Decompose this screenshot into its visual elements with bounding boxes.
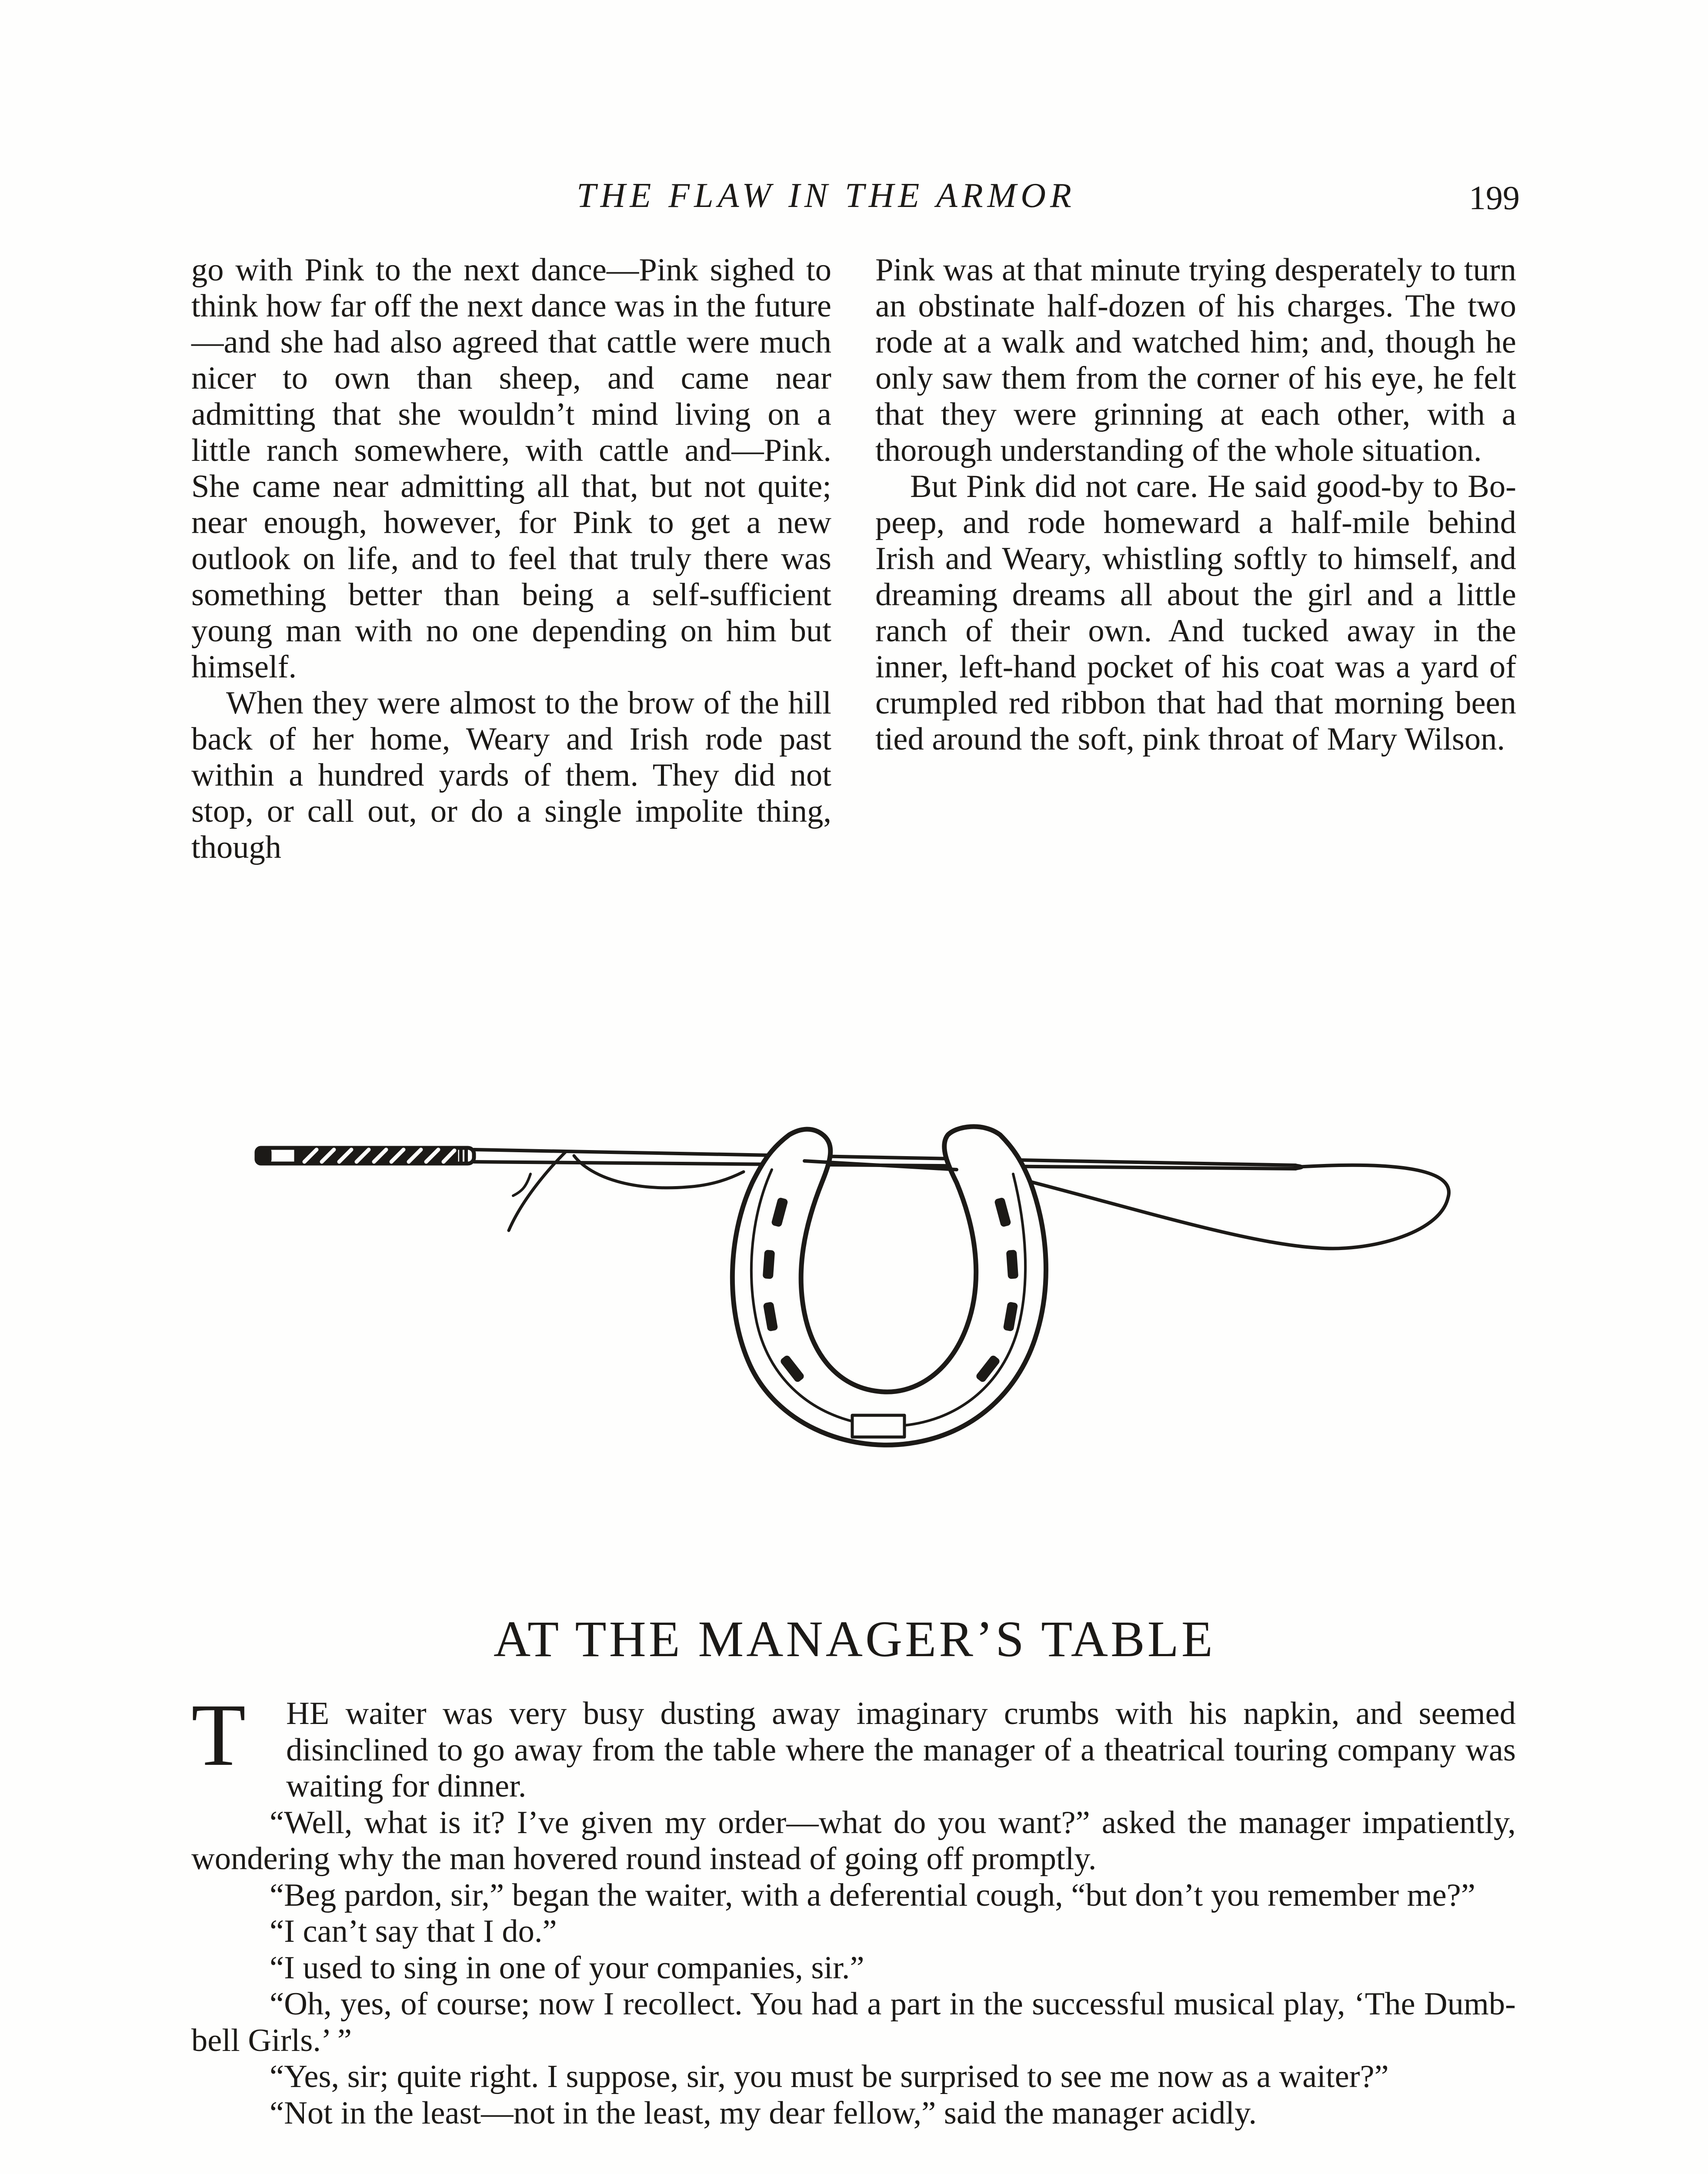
whip-horseshoe-illustration [244, 1104, 1461, 1465]
left-column [191, 252, 831, 866]
running-title: THE FLAW IN THE ARMOR [577, 177, 1076, 215]
story-paragraph-1: “Well, what is it? I’ve given my order—what do you want?” asked the manager impatiently, wondering why the man hovered round instead of going off promptly. [191, 1804, 1516, 1877]
whip-handle [257, 1148, 474, 1164]
story-paragraph-2: “Beg pardon, sir,” began the waiter, with a deferential cough, “but don’t you remember me?” [270, 1877, 1475, 1913]
right-paragraph-1: Pink was at that minute trying desperately to turn an obstinate half-dozen of his charges. The two rode at a walk and watched him; and, though he only saw them from the corner of his eye, he felt that they were grinning at each other, with a thorough understanding of the whole situation. [875, 252, 1516, 468]
story-paragraph-4: “I used to sing in one of your companies, sir.” [270, 1950, 864, 1986]
page-number: 199 [1469, 179, 1520, 217]
left-paragraph-1: go with Pink to the next dance—Pink sighed to think how far off the next dance was in the future—and she had also agreed that cattle were much nicer to own than sheep, and came near admitting that she wouldn’t mind living on a little ranch somewhere, with cattle and—Pink. She came near admitting all that, but not quite; near enough, however, for Pink to get a new outlook on life, and to feel that truly there was something better than being a self-sufficient young man with no one depending on him but himself. [191, 252, 831, 685]
story-paragraph-3: “I can’t say that I do.” [270, 1914, 557, 1949]
story-paragraph-6: “Yes, sir; quite right. I suppose, sir, you must be surprised to see me now as a waiter?” [270, 2059, 1389, 2094]
right-paragraph-2: But Pink did not care. He said good-by to Bo-peep, and rode homeward a half-mile behind Irish and Weary, whistling softly to himself, and dreaming dreams all about the girl and a little ranch of their own. And tucked away in the inner, left-hand pocket of his coat was a yard of crumpled red ribbon that had that morning been tied around the soft, pink throat of Mary Wilson. [875, 469, 1516, 757]
story-title: AT THE MANAGER’S TABLE [494, 1610, 1215, 1667]
story-paragraph-7: “Not in the least—not in the least, my dear fellow,” said the manager acidly. [270, 2095, 1257, 2131]
drop-cap: T [191, 1686, 246, 1784]
lead-text: HE waiter was very busy dusting away imaginary crumbs with his napkin, and seemed disinclined to go away from the table where the manager of a theatrical touring company was waiting for dinner. [286, 1696, 1516, 1804]
story-body [191, 1686, 1516, 2131]
horseshoe [732, 1127, 1046, 1445]
story-lead-paragraph [191, 1686, 1516, 1805]
story-paragraph-5: “Oh, yes, of course; now I recollect. You had a part in the successful musical play, ‘The Dumb-bell Girls.’ ” [191, 1986, 1516, 2058]
right-column [875, 252, 1516, 757]
left-paragraph-2: When they were almost to the brow of the hill back of her home, Weary and Irish rode past within a hundred yards of them. They did not stop, or call out, or do a single impolite thing, though [191, 685, 831, 865]
